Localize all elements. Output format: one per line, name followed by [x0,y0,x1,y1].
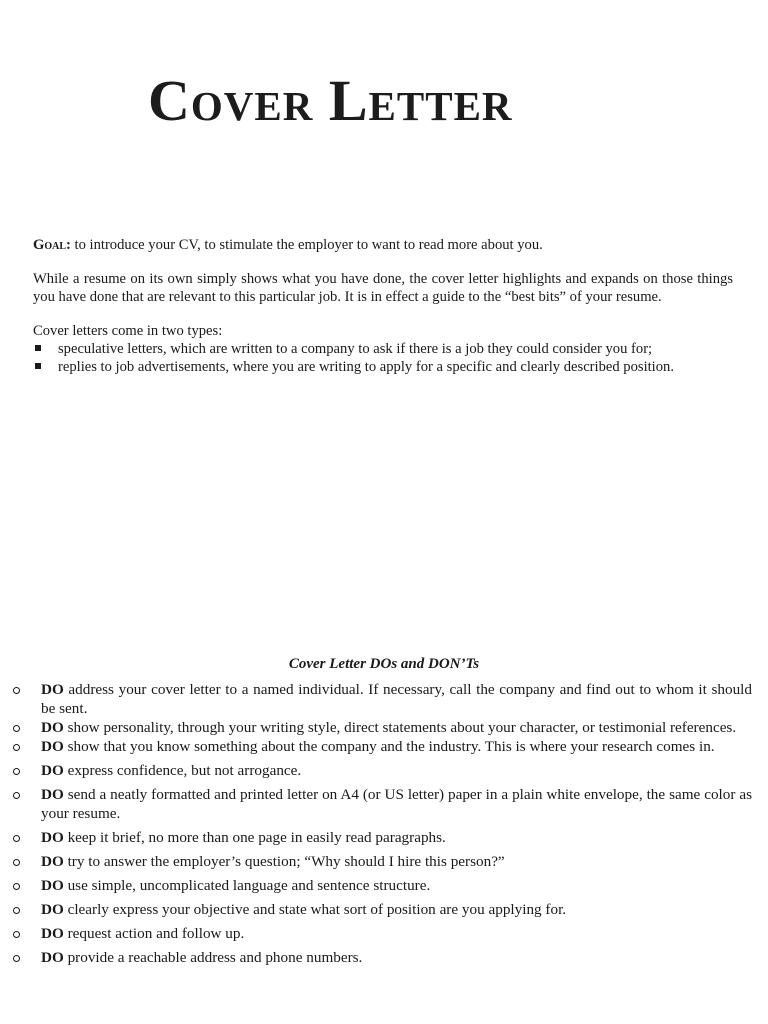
do-keyword: DO [41,925,64,942]
list-item [12,876,752,895]
list-item-text: try to answer the employer’s question; “Why should I hire this person?” [63,853,505,870]
do-keyword: DO [41,901,64,918]
list-item-text: provide a reachable address and phone numbers. [63,949,363,966]
section-heading: Cover Letter DOs and DON’Ts [288,656,480,672]
list-item [12,852,752,871]
goal-statement [33,236,733,254]
types-list [33,340,733,376]
circle-bullet-icon [13,955,20,962]
goal-text: to introduce your CV, to stimulate the employer to want to read more about you. [70,237,543,253]
do-keyword: DO [41,877,64,894]
circle-bullet-icon [13,768,20,775]
list-item [12,737,752,756]
list-item-text: speculative letters, which are written to a company to ask if there is a job they could consider you for; [58,341,653,357]
intro-section [33,236,733,376]
list-item [12,900,752,919]
list-item-text: keep it brief, no more than one page in easily read paragraphs. [63,829,446,846]
list-item [12,948,752,967]
list-item [33,358,733,376]
types-intro: Cover letters come in two types: [33,323,223,339]
do-keyword: DO [41,738,64,755]
circle-bullet-icon [13,883,20,890]
circle-bullet-icon [13,744,20,751]
do-keyword: DO [41,829,64,846]
list-item [12,785,752,823]
circle-bullet-icon [13,687,20,694]
do-keyword: DO [41,762,64,779]
circle-bullet-icon [13,859,20,866]
circle-bullet-icon [13,725,20,732]
square-bullet-icon [35,363,41,369]
list-item-text: use simple, uncomplicated language and sentence structure. [63,877,431,894]
dos-list [12,680,752,967]
square-bullet-icon [35,345,41,351]
list-item [12,718,752,737]
do-keyword: DO [41,719,64,736]
intro-paragraph: While a resume on its own simply shows what you have done, the cover letter highlights and expands on those things you have done that are relevant to this particular job. It is in effect a guide to the “best bits” of your resume. [33,271,733,305]
list-item [12,761,752,780]
goal-label: Goal: [33,237,71,253]
list-item-text: clearly express your objective and state what sort of position are you applying for. [63,901,567,918]
list-item-text: address your cover letter to a named individual. If necessary, call the company and find out to whom it should be sent. [41,681,752,717]
circle-bullet-icon [13,907,20,914]
list-item-text: show that you know something about the company and the industry. This is where your research comes in. [63,738,715,755]
do-keyword: DO [41,786,64,803]
list-item-text: express confidence, but not arrogance. [63,762,302,779]
do-keyword: DO [41,853,64,870]
list-item [12,828,752,847]
list-item [12,924,752,943]
list-item [12,680,752,718]
page-title: Cover Letter [148,68,513,133]
circle-bullet-icon [13,835,20,842]
list-item-text: show personality, through your writing style, direct statements about your character, or testimonial references. [63,719,737,736]
list-item-text: request action and follow up. [63,925,245,942]
circle-bullet-icon [13,792,20,799]
circle-bullet-icon [13,931,20,938]
list-item-text: send a neatly formatted and printed letter on A4 (or US letter) paper in a plain white envelope, the same color as your resume. [41,786,752,822]
list-item [33,340,733,358]
do-keyword: DO [41,681,64,698]
list-item-text: replies to job advertisements, where you are writing to apply for a specific and clearly described position. [58,359,674,375]
do-keyword: DO [41,949,64,966]
